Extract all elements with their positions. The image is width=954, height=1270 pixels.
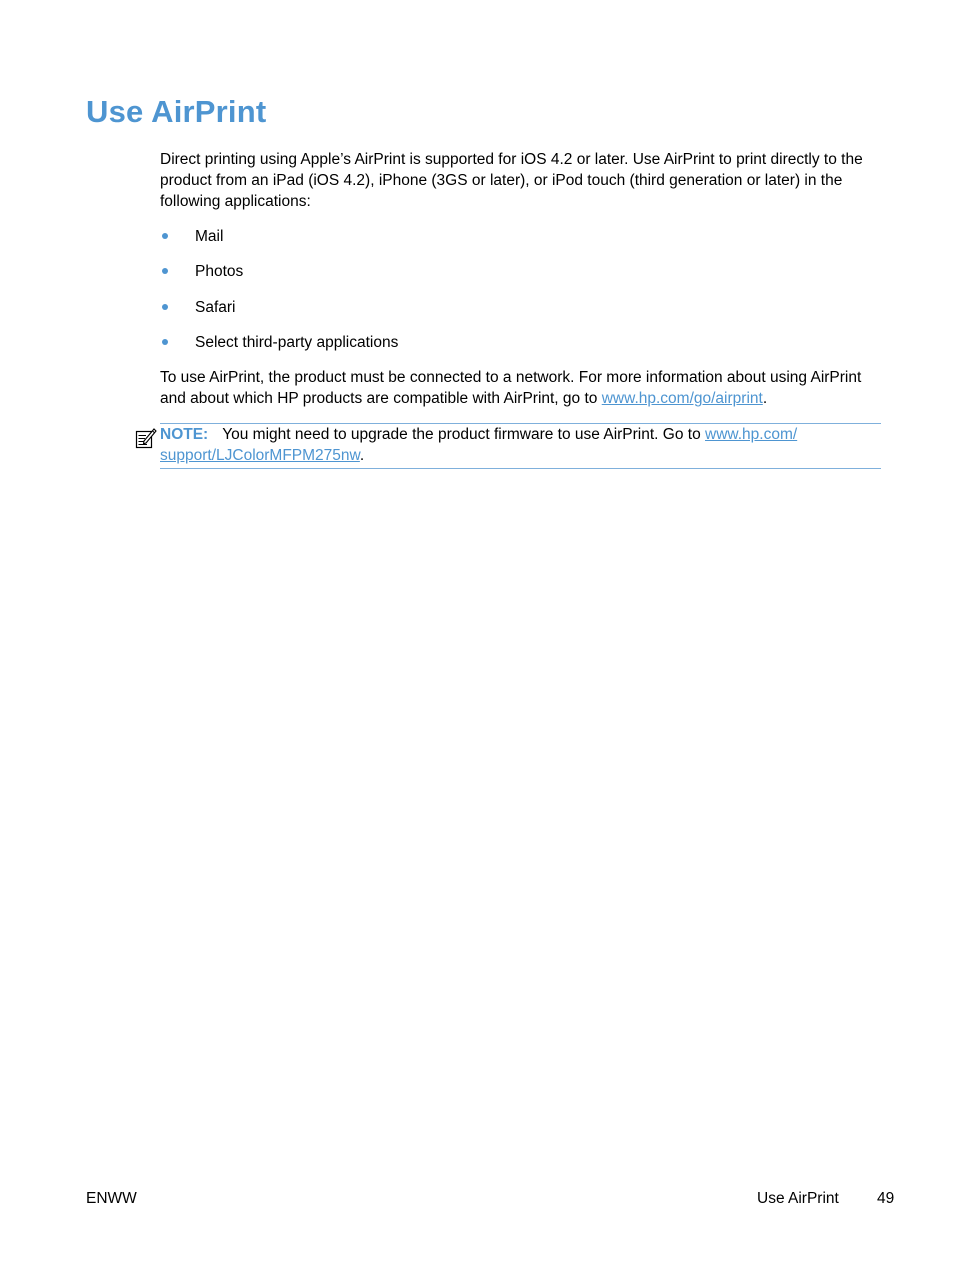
footer-left: ENWW (86, 1190, 137, 1207)
note-pencil-icon (135, 427, 157, 449)
list-item (160, 226, 398, 261)
list-item-label: Mail (195, 228, 224, 245)
support-link-part1[interactable]: www.hp.com/ (705, 426, 798, 443)
followup-end: . (762, 390, 768, 407)
list-item-label: Photos (195, 263, 244, 281)
note-label: NOTE: (160, 426, 209, 443)
airprint-link[interactable]: www.hp.com/go/airprint (601, 390, 763, 407)
bullet-icon (162, 268, 168, 274)
page-number: 49 (877, 1190, 895, 1207)
followup-text: To use AirPrint, the product must be connected to a network. For more information about using AirPrint and about which HP products are compatible with AirPrint, go to (160, 369, 862, 407)
bullet-icon (162, 304, 168, 310)
list-item (160, 332, 398, 367)
bullet-icon (162, 233, 168, 239)
intro-paragraph: Direct printing using Apple’s AirPrint is supported for iOS 4.2 or later. Use AirPrint to print directly to the product from an iPad (iOS 4.2), iPhone (3GS or later), or iPod touch (third generation or later) in the following applications: (160, 151, 863, 210)
note-end: . (359, 447, 365, 464)
application-list (160, 226, 398, 367)
list-item-label: Select third-party applications (195, 333, 399, 351)
list-item-label: Safari (195, 298, 236, 316)
followup-paragraph (160, 367, 882, 409)
note-text: You might need to upgrade the product firmware to use AirPrint. Go to (222, 426, 706, 443)
page-title: Use AirPrint (86, 94, 267, 129)
note-box (160, 423, 881, 469)
list-item (160, 297, 398, 332)
footer-section-title: Use AirPrint (757, 1190, 839, 1207)
bullet-icon (162, 339, 168, 345)
support-link-part2[interactable]: support/LJColorMFPM275nw (160, 447, 360, 464)
list-item (160, 261, 398, 296)
